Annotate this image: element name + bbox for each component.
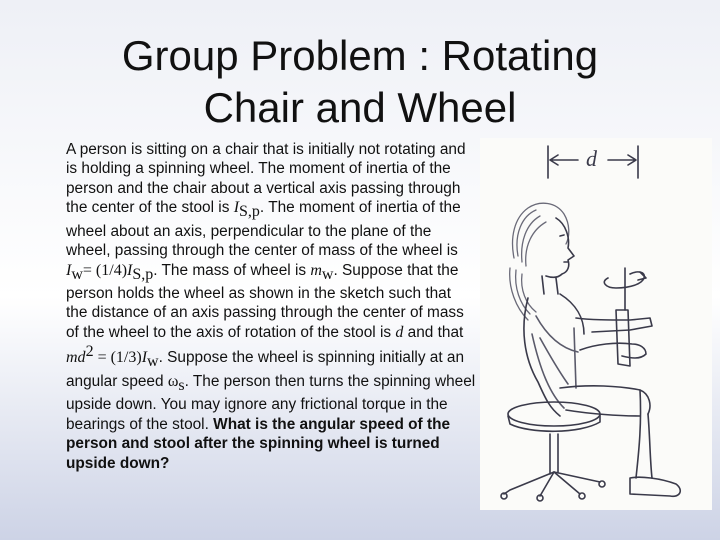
person-chair-wheel-sketch bbox=[480, 138, 712, 510]
stool bbox=[501, 402, 605, 501]
problem-part-7: . The person then turns the spinning wheel upside down. You may ignore any frictional torque in the bearings of the stool. bbox=[66, 372, 476, 433]
title-line-2: Chair and Wheel bbox=[203, 84, 517, 131]
superscript-2: 2 bbox=[85, 343, 94, 361]
sketch-drawing bbox=[480, 138, 712, 510]
subscript-w: w bbox=[147, 353, 159, 371]
title-line-1: Group Problem : Rotating bbox=[121, 32, 599, 79]
symbol-I: I bbox=[66, 261, 72, 279]
symbol-d: d bbox=[395, 323, 404, 341]
subscript-sp: S,p bbox=[239, 203, 260, 221]
subscript-sp: S,p bbox=[132, 265, 154, 283]
symbol-md: md bbox=[66, 349, 86, 367]
legs bbox=[560, 386, 680, 496]
distance-label: d bbox=[586, 146, 597, 171]
problem-part-5: and that bbox=[403, 323, 464, 341]
subscript-s: s bbox=[178, 376, 185, 394]
problem-part-3: . The mass of wheel is bbox=[153, 261, 311, 279]
problem-part-6: . Suppose the wheel is spinning initially at an angular speed bbox=[66, 349, 465, 390]
equation-quarter: = (1/4) bbox=[82, 261, 128, 279]
symbol-I: I bbox=[233, 199, 240, 217]
subscript-w: w bbox=[71, 265, 83, 283]
arms bbox=[576, 318, 652, 358]
spinning-wheel bbox=[604, 268, 646, 366]
problem-text bbox=[66, 140, 476, 473]
symbol-m: m bbox=[310, 261, 322, 279]
symbol-I: I bbox=[141, 349, 148, 367]
torso bbox=[524, 294, 584, 416]
equation-third: = (1/3) bbox=[93, 349, 142, 367]
problem-part-1: A person is sitting on a chair that is initially not rotating and is holding a spinning wheel. The moment of inertia of the person and the chair about a vertical axis passing through the center of the stool is bbox=[66, 141, 466, 217]
symbol-I: I bbox=[127, 261, 133, 279]
symbol-omega: ω bbox=[167, 372, 179, 390]
problem-part-4: . Suppose that the person holds the wheel as shown in the sketch such that the distance of an axis passing through the center of mass of the wheel to the axis of rotation of the stool is bbox=[66, 261, 464, 341]
distance-annotation bbox=[548, 146, 638, 178]
question-text: What is the angular speed of the person and stool after the spinning wheel is turned upside down? bbox=[66, 415, 451, 472]
slide-title bbox=[40, 30, 680, 134]
subscript-w: w bbox=[321, 265, 334, 283]
problem-part-2: . The moment of inertia of the wheel about an axis, perpendicular to the plane of the wheel, passing through the center of mass of the wheel is bbox=[66, 199, 461, 260]
